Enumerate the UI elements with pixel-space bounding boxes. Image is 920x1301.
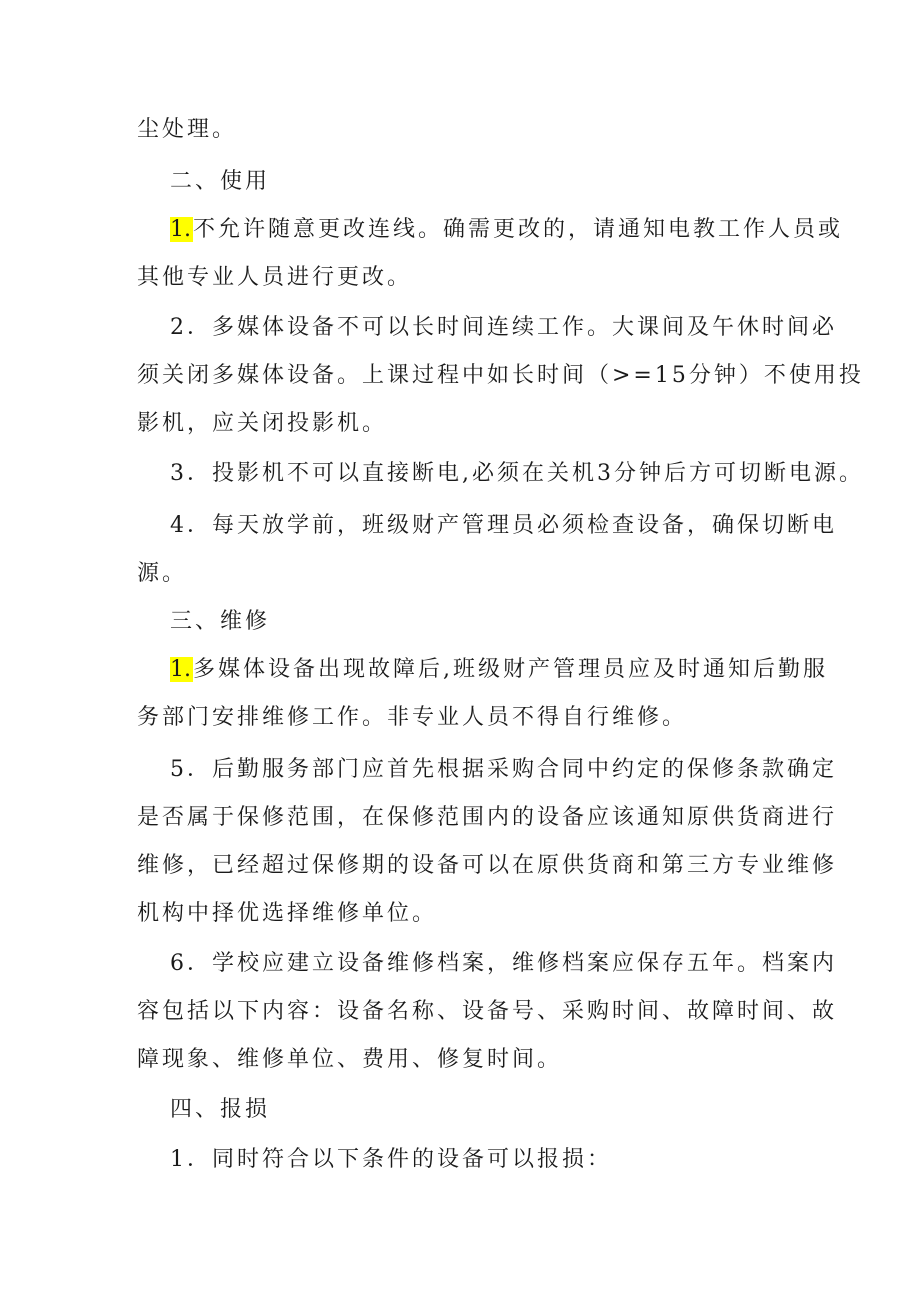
text-line: 维修，已经超过保修期的设备可以在原供货商和第三方专业维修 [137,853,838,878]
text-line: 尘处理。 [137,117,238,142]
section-heading-scrap: 四、报损 [170,1097,271,1122]
highlighted-number: 1. [170,217,191,242]
list-item-use-1 [170,213,843,247]
list-item-use-2: 2．多媒体设备不可以长时间连续工作。大课间及午休时间必 [170,315,837,340]
text-line: 不允许随意更改连线。确需更改的，请通知电教工作人员或 [193,217,844,242]
text-line: 是否属于保修范围，在保修范围内的设备应该通知原供货商进行 [137,805,838,830]
text-line: 其他专业人员进行更改。 [137,265,413,290]
list-item-scrap-1: 1．同时符合以下条件的设备可以报损： [170,1147,612,1172]
text-line: 机构中择优选择维修单位。 [137,901,438,926]
text-line: 障现象、维修单位、费用、修复时间。 [137,1047,563,1072]
text-line: 容包括以下内容：设备名称、设备号、采购时间、故障时间、故 [137,999,838,1024]
text-line: 影机，应关闭投影机。 [137,411,388,436]
list-item-use-3: 3．投影机不可以直接断电,必须在关机3分钟后方可切断电源。 [170,461,864,486]
list-item-repair-5: 5．后勤服务部门应首先根据采购合同中约定的保修条款确定 [170,757,837,782]
list-item-repair-6: 6．学校应建立设备维修档案，维修档案应保存五年。档案内 [170,951,837,976]
text-line: 源。 [137,561,188,586]
text-line: 须关闭多媒体设备。上课过程中如长时间（>=15分钟）不使用投 [137,363,864,388]
text-line: 务部门安排维修工作。非专业人员不得自行维修。 [137,705,688,730]
text-line: 多媒体设备出现故障后,班级财产管理员应及时通知后勤服 [193,657,828,682]
highlighted-number: 1. [170,657,191,682]
list-item-repair-1 [170,653,828,687]
section-heading-repair: 三、维修 [170,609,271,634]
list-item-use-4: 4．每天放学前，班级财产管理员必须检查设备，确保切断电 [170,513,837,538]
section-heading-use: 二、使用 [170,169,271,194]
